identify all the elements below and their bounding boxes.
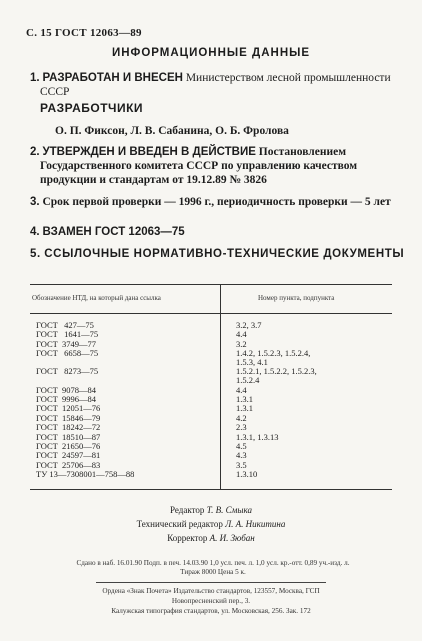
table-cell-doc: ГОСТ 18510—87	[36, 431, 101, 442]
credit-label: Технический редактор	[136, 519, 223, 529]
section-text: Постановлением Государственного комитета СССР по управлению качеством продукции и стандартам от 19.12.89 № 3826	[40, 146, 358, 186]
publisher-info	[30, 586, 392, 616]
table-cell-doc: ГОСТ 9996—84	[36, 394, 97, 405]
credit-editor	[0, 505, 422, 515]
table-cell-doc: ГОСТ 18242—72	[36, 422, 101, 433]
separator-line	[96, 582, 326, 583]
section-2	[30, 145, 412, 187]
table-cell-doc: ТУ 13—7308001—758—88	[36, 468, 135, 479]
credit-label: Корректор	[167, 533, 208, 543]
table-header-items: Номер пункта, подпункта	[258, 294, 335, 302]
table-cell-items: 1.3.10	[236, 468, 258, 479]
table-header-doc: Обозначение НТД, на который дана ссылка	[32, 294, 161, 302]
table-cell-items: 1.3.1	[236, 403, 253, 414]
table-column-divider	[220, 284, 221, 490]
developers-list: О. П. Фиксон, Л. В. Сабанина, О. Б. Фролова	[55, 125, 289, 137]
section-heading: РАЗРАБОТАН И ВНЕСЕН	[42, 72, 183, 84]
table-cell-items: 1.4.2, 1.5.2.3, 1.5.2.4,	[236, 348, 311, 359]
table-cell-doc: ГОСТ 3749—77	[36, 338, 97, 349]
table-cell-items: 3.2, 3.7	[236, 320, 262, 330]
table-cell-items: 3.2	[236, 338, 247, 349]
credit-person: А. И. Зюбан	[209, 533, 255, 543]
table-cell-doc: ГОСТ 9078—84	[36, 384, 97, 395]
table-cell-items: 4.4	[236, 329, 247, 340]
table-cell-items: 4.3	[236, 450, 247, 461]
table-cell-items: 1.5.2.4	[236, 375, 260, 386]
table-header-border	[30, 313, 392, 314]
credit-person: Л. А. Никитина	[225, 519, 286, 529]
page-title: ИНФОРМАЦИОННЫЕ ДАННЫЕ	[111, 47, 311, 59]
section-3	[30, 195, 412, 209]
table-cell-doc: ГОСТ 6658—75	[36, 348, 99, 359]
imprint	[28, 559, 398, 577]
table-cell-doc: ГОСТ 427—75	[36, 320, 94, 330]
section-4	[30, 225, 402, 239]
table-cell-doc: ГОСТ 15846—79	[36, 412, 101, 423]
credit-tech-editor	[0, 519, 422, 529]
section-number: 2.	[30, 146, 40, 158]
section-number: 1.	[30, 72, 40, 84]
credit-label: Редактор	[170, 505, 205, 515]
table-cell-doc: ГОСТ 1641—75	[36, 329, 99, 340]
section-5	[30, 247, 412, 261]
imprint-line: Сдано в наб. 16.01.90 Подп. в печ. 14.03.90 1,0 усл. печ. л. 1,0 усл. кр.-отт. 0,89 уч.-изд. л.	[76, 559, 350, 567]
table-cell-doc: ГОСТ 21650—76	[36, 440, 101, 451]
imprint-line: Тираж 8000 Цена 5 к.	[180, 568, 246, 576]
references-table	[30, 284, 392, 490]
section-number: 5.	[30, 248, 41, 260]
table-cell-doc: ГОСТ 8273—75	[36, 366, 99, 377]
table-cell-doc: ГОСТ 24597—81	[36, 450, 101, 461]
section-text: Министерством лесной промышленности СССР	[40, 72, 391, 98]
page-header: С. 15 ГОСТ 12063—89	[26, 27, 142, 39]
table-cell-items: 3.5	[236, 459, 247, 470]
publisher-line: Калужская типография стандартов, ул. Московская, 256. Зак. 172	[111, 607, 311, 615]
table-cell-items: 1.5.3, 4.1	[236, 357, 268, 368]
table-cell-items: 1.3.1	[236, 394, 253, 405]
table-cell-doc: ГОСТ 25706—83	[36, 459, 101, 470]
credit-proofreader	[0, 533, 422, 543]
table-cell-items: 4.4	[236, 384, 247, 395]
table-cell-items: 1.3.1, 1.3.13	[236, 431, 279, 442]
credit-person: Т. В. Смыка	[206, 505, 252, 515]
table-bottom-border	[30, 489, 392, 490]
table-cell-doc: ГОСТ 12051—76	[36, 403, 101, 414]
section-number: 3.	[30, 196, 40, 208]
table-top-border	[30, 284, 392, 285]
section-number: 4.	[30, 226, 40, 238]
section-heading: УТВЕРЖДЕН И ВВЕДЕН В ДЕЙСТВИЕ	[42, 146, 256, 158]
section-heading: ССЫЛОЧНЫЕ НОРМАТИВНО-ТЕХНИЧЕСКИЕ ДОКУМЕНТЫ	[44, 248, 405, 260]
table-cell-items: 2.3	[236, 422, 247, 433]
section-text: Срок первой проверки — 1996 г., периодичность проверки — 5 лет	[42, 196, 391, 208]
table-cell-items: 4.2	[236, 412, 247, 423]
developers-heading: РАЗРАБОТЧИКИ	[40, 101, 144, 115]
table-cell-items: 1.5.2.1, 1.5.2.2, 1.5.2.3,	[236, 366, 317, 377]
publisher-line: Новопресненский пер., 3.	[171, 597, 251, 605]
publisher-line: Ордена «Знак Почета» Издательство стандартов, 123557, Москва, ГСП	[102, 587, 320, 595]
section-heading: ВЗАМЕН ГОСТ 12063—75	[42, 226, 185, 238]
table-cell-items: 4.5	[236, 440, 247, 451]
section-1	[30, 71, 412, 99]
